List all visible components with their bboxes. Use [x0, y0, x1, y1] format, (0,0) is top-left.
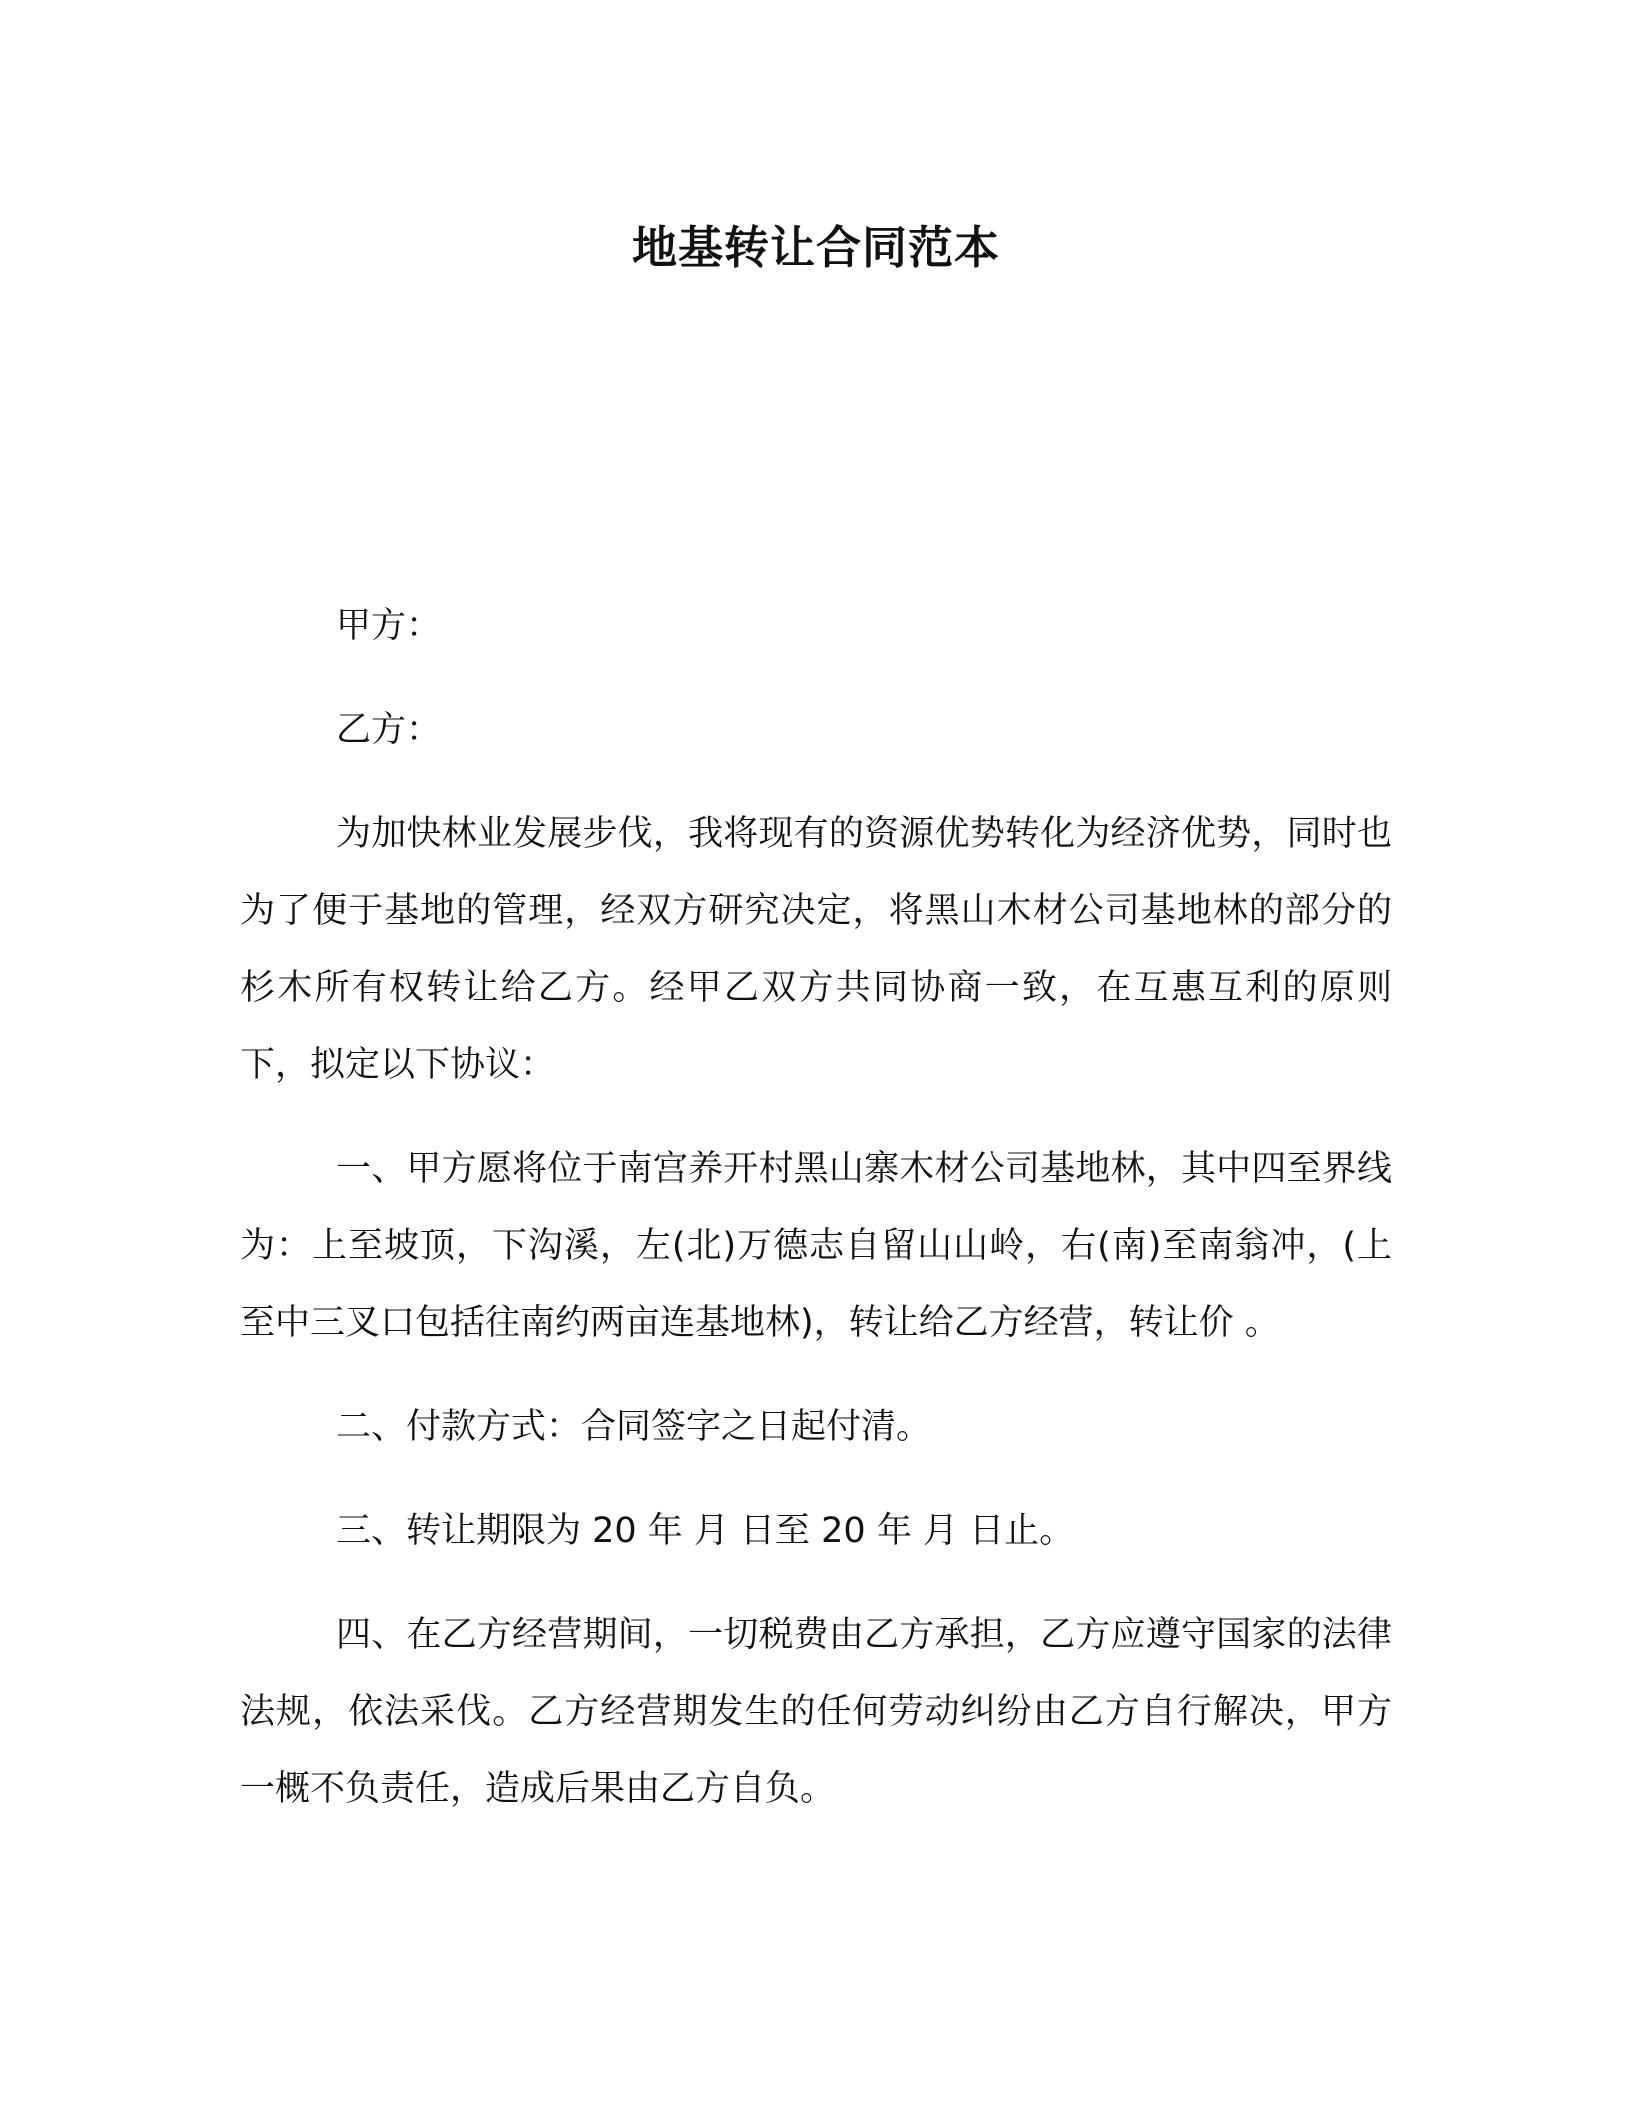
clause-3-paragraph: 三、转让期限为 20 年 月 日至 20 年 月 日止。 — [336, 1511, 1075, 1551]
party-b-line: 乙方： — [336, 710, 442, 750]
document-body — [240, 588, 1392, 1855]
preamble-paragraph: 为加快林业发展步伐，我将现有的资源优势转化为经济优势，同时也为了便于基地的管理，经双方研究决定，将黑山木材公司基地林的部分的杉木所有权转让给乙方。经甲乙双方共同协商一致，在互惠互利的原则下，拟定以下协议： — [240, 814, 1392, 1085]
clause-4-paragraph: 四、在乙方经营期间，一切税费由乙方承担，乙方应遵守国家的法律法规，依法采伐。乙方经营期发生的任何劳动纠纷由乙方自行解决，甲方一概不负责任，造成后果由乙方自负。 — [240, 1615, 1392, 1809]
party-a-line: 甲方： — [336, 606, 442, 646]
clause-1-paragraph: 一、甲方愿将位于南宫养开村黑山寨木材公司基地林，其中四至界线为：上至坡顶，下沟溪，左(北)万德志自留山山岭，右(南)至南翁冲，(上至中三叉口包括往南约两亩连基地林)，转让给乙方经营，转让价 。 — [240, 1149, 1392, 1343]
clause-2-paragraph: 二、付款方式：合同签字之日起付清。 — [336, 1407, 932, 1447]
document-title: 地基转让合同范本 — [631, 221, 1000, 274]
